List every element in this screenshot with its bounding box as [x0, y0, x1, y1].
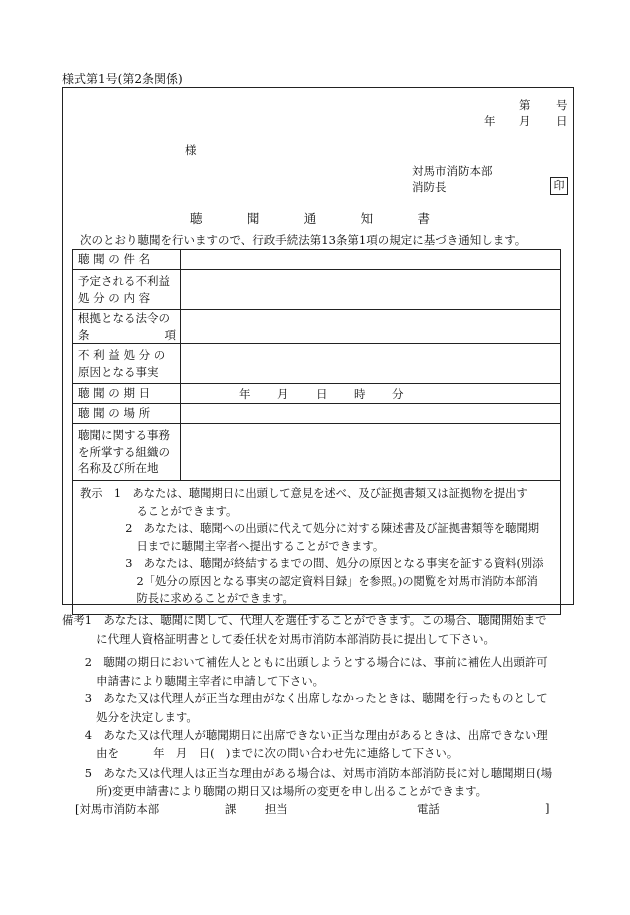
remark-line: 3 あなた又は代理人が正当な理由がなく出席しなかったときは、聴聞を行ったものとして [62, 691, 548, 705]
table-row [73, 424, 561, 481]
remark-line: に代理人資格証明書として委任状を対馬市消防本部消防長に提出して下さい。 [62, 632, 495, 646]
heading-char: 書 [417, 211, 430, 226]
remark-line: 5 あなた又は代理人は正当な理由がある場合は、対馬市消防本部消防長に対し聴聞期日(場 [62, 766, 553, 780]
doc-number-go: 号 [556, 98, 568, 112]
issuer-org: 対馬市消防本部 [412, 164, 493, 178]
label-hearing-date: 聴 聞 の 期 日 [73, 384, 181, 404]
label-facts: 不 利 益 処 分 の 原因となる事実 [73, 344, 181, 384]
field-hearing-date: 年 月 日 時 分 [181, 384, 561, 404]
issuer-title: 消防長 [412, 180, 447, 194]
remark-line: 2 聴聞の期日において補佐人とともに出頭しようとする場合には、事前に補佐人出頭許可 [62, 655, 548, 669]
remark-line: 由を 年 月 日( )までに次の問い合わせ先に連絡して下さい。 [62, 746, 459, 760]
heading-char: 聴 [190, 211, 203, 226]
field-hearing-place [181, 404, 561, 424]
addressee-suffix: 様 [185, 143, 197, 157]
table-row [73, 270, 561, 310]
table-row [73, 404, 561, 424]
contact-phone: 電話 [417, 802, 440, 816]
seal-stamp: 印 [550, 177, 568, 195]
label-organization: 聴聞に関する事務 を所掌する組織の 名称及び所在地 [73, 424, 181, 481]
field-planned-disposition [181, 270, 561, 310]
contact-line [75, 801, 555, 817]
remark-line: 申請書により聴聞主宰者に申請して下さい。 [62, 674, 324, 688]
heading-char: 知 [360, 211, 374, 226]
heading-char: 聞 [246, 211, 260, 226]
remark-line: 所)変更申請書により聴聞の期日又は場所の変更を申し出ることができます。 [62, 784, 487, 798]
contact-section: 課 [225, 802, 237, 816]
hearing-details-table [72, 249, 561, 615]
label-legal-basis: 根拠となる法令の 条 項 [73, 310, 181, 344]
date-year: 年 [484, 114, 496, 128]
field-facts [181, 344, 561, 384]
remark-line: 4 あなた又は代理人が聴聞期日に出席できない正当な理由があるときは、出席できない理 [62, 728, 548, 742]
doc-number-dai: 第 [519, 98, 531, 112]
label-case-name: 聴 聞 の 件 名 [73, 250, 181, 270]
remark-line: 処分を決定します。 [62, 710, 198, 724]
table-row [73, 310, 561, 344]
form-title: 様式第1号(第2条関係) [62, 72, 183, 86]
date-day: 日 [556, 114, 568, 128]
label-hearing-place: 聴 聞 の 場 所 [73, 404, 181, 424]
instruction-notice: 教示 1 あなたは、聴聞期日に出頭して意見を述べ、及び証拠書類又は証拠物を提出す ることができます。 2 あなたは、聴聞への出頭に代えて処分に対する陳述書及び証拠書類等を聴聞期 日までに聴聞主宰者へ提出することができます。 3 あなたは、聴聞が終結するまでの間、処分の原因となる事実を証する資料(別添 2「処分の原因となる事実の認定資料目録」を参照。)の閲覧を対馬市消防本部消 防長に求めることができます。 [73, 481, 561, 615]
contact-person: 担当 [265, 802, 288, 816]
field-organization [181, 424, 561, 481]
contact-org: [対馬市消防本部 [75, 802, 160, 816]
field-legal-basis [181, 310, 561, 344]
table-row [73, 344, 561, 384]
field-case-name [181, 250, 561, 270]
table-row [73, 481, 561, 615]
remark-line: 備考1 あなたは、聴聞に関して、代理人を選任することができます。この場合、聴聞開始まで [62, 613, 547, 627]
table-row [73, 384, 561, 404]
label-planned-disposition: 予定される不利益 処 分 の 内 容 [73, 270, 181, 310]
intro-text: 次のとおり聴聞を行いますので、行政手続法第13条第1項の規定に基づき通知します。 [80, 233, 527, 247]
document-heading [190, 209, 430, 227]
date-month: 月 [519, 114, 531, 128]
heading-char: 通 [303, 211, 317, 226]
table-row [73, 250, 561, 270]
contact-close: ] [545, 801, 550, 815]
